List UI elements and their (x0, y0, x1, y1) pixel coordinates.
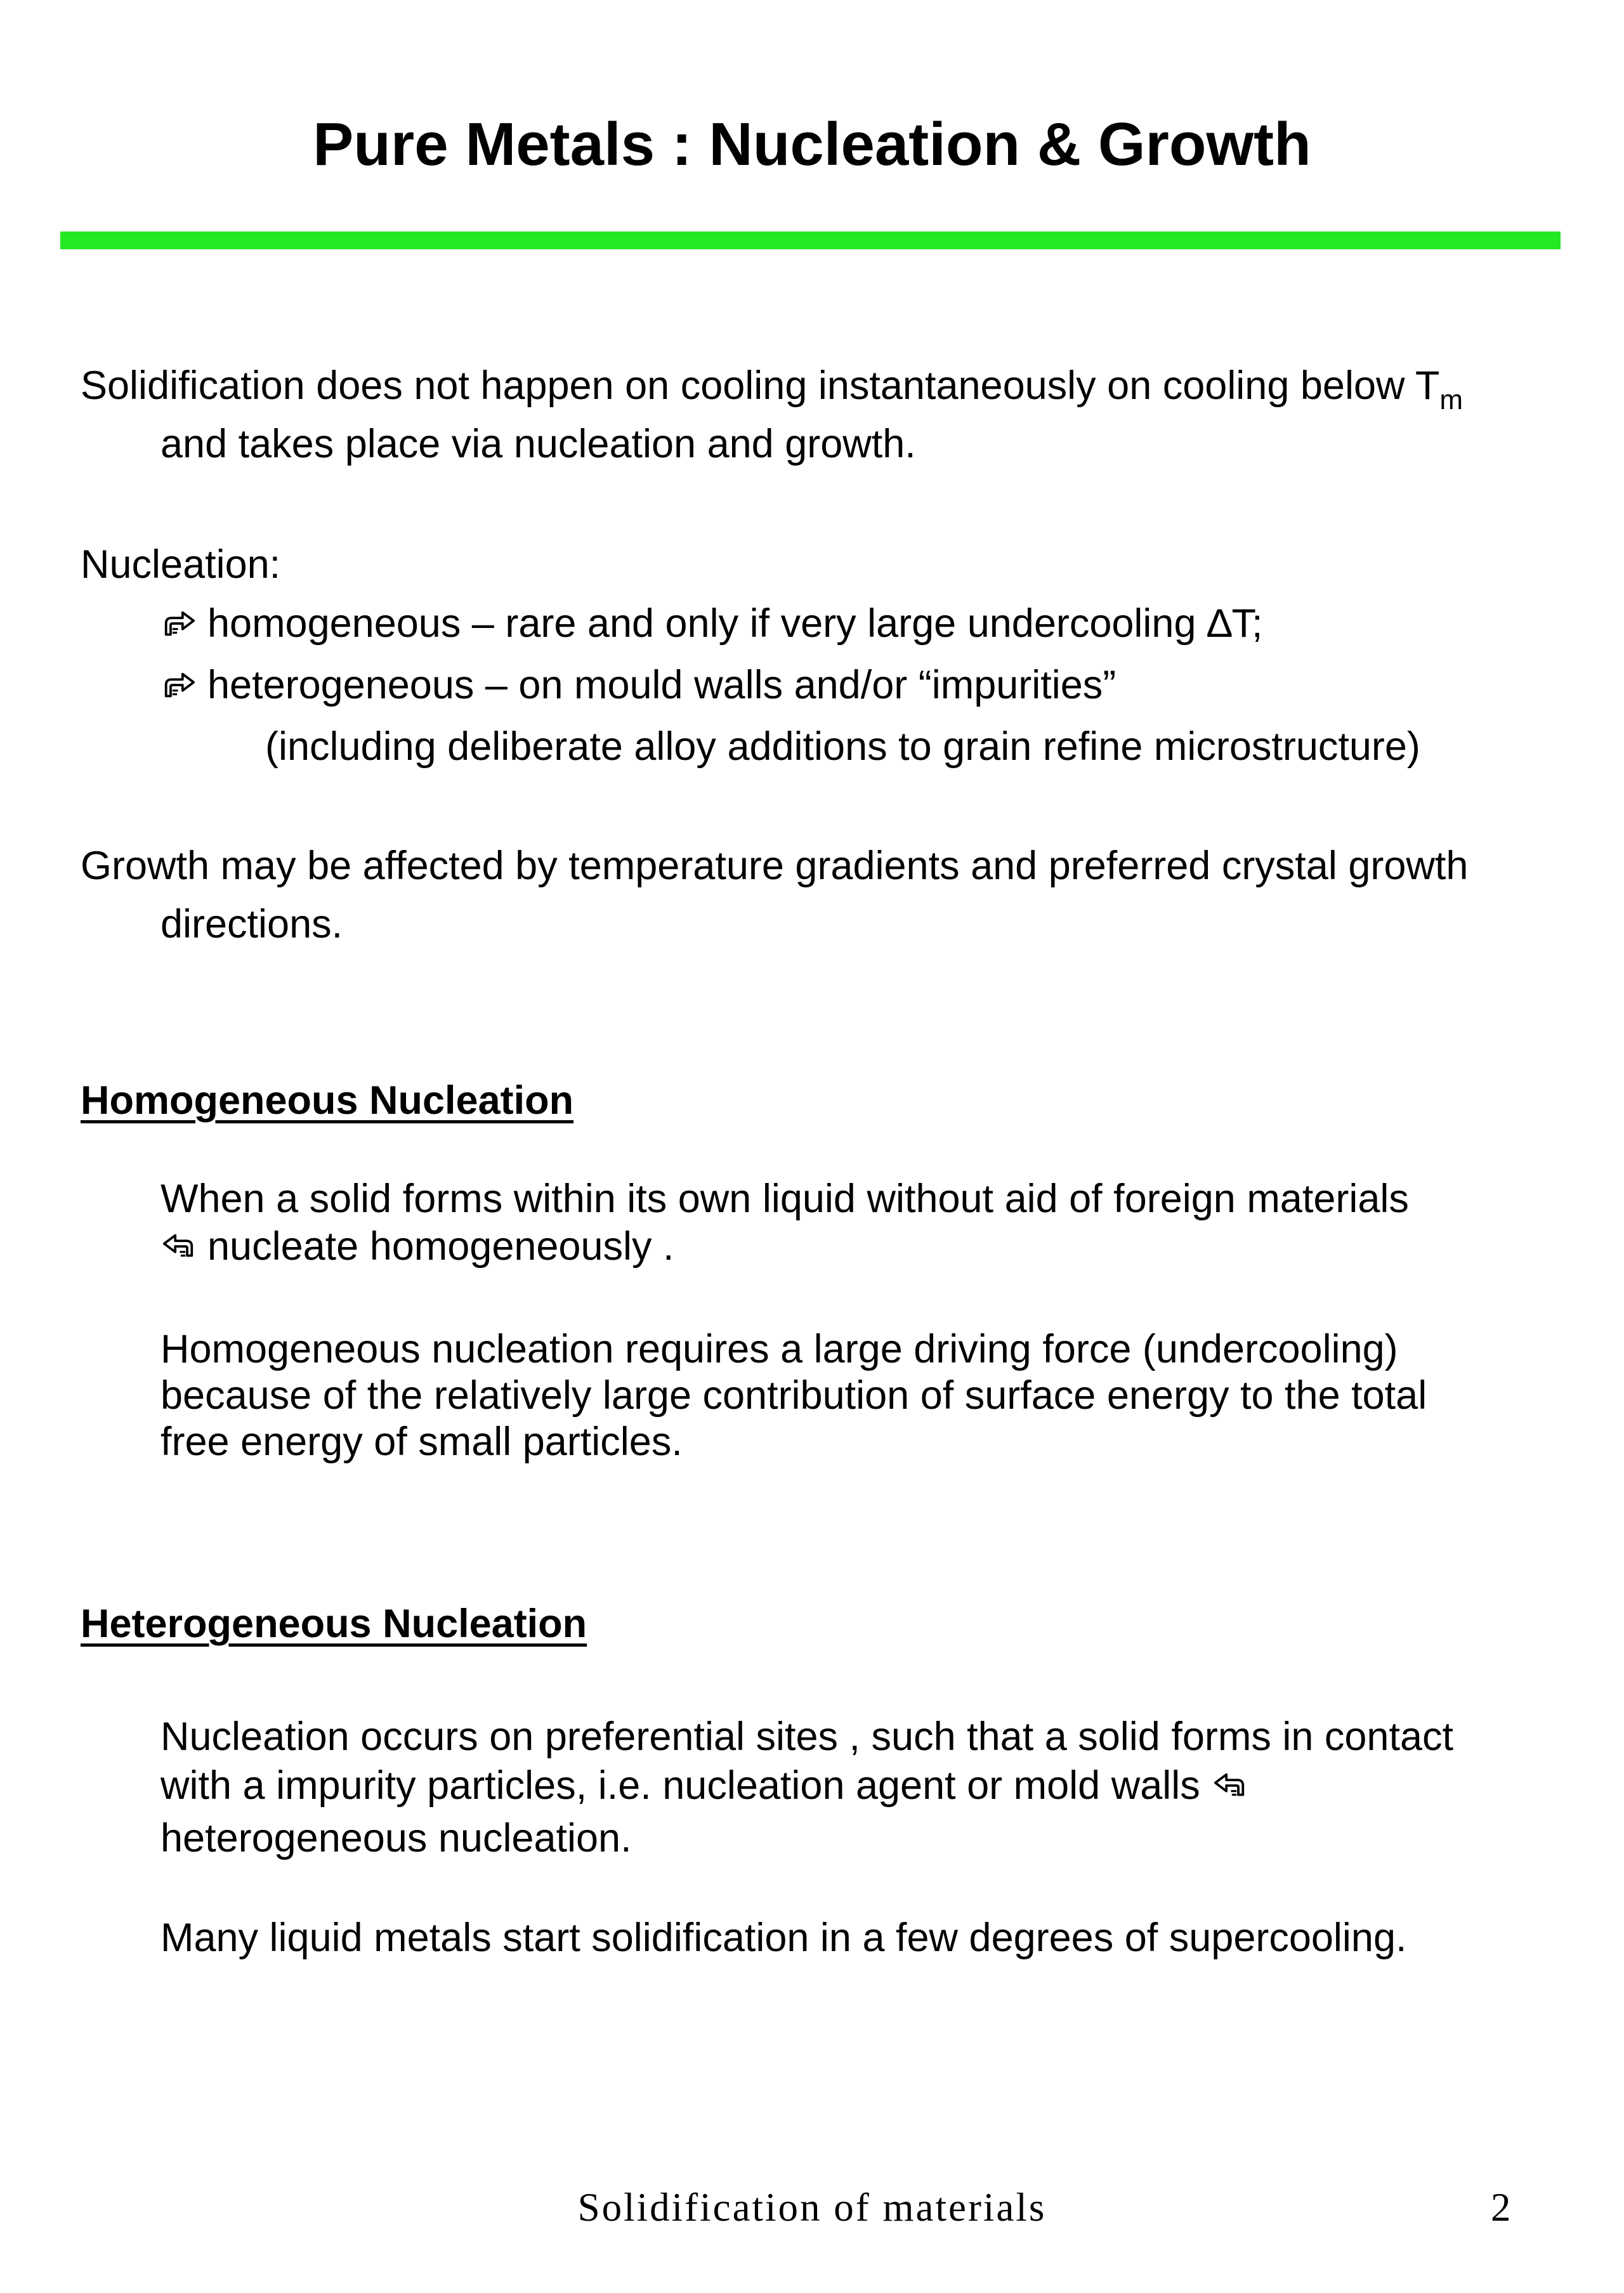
intro-text: Solidification does not happen on cooling instantaneously on cooling below T (81, 363, 1440, 408)
homogeneous-heading: Homogeneous Nucleation (81, 1078, 574, 1123)
title-underline-bar (60, 232, 1561, 249)
heterogeneous-p1-line-1: Nucleation occurs on preferential sites , such that a solid forms in contact (160, 1715, 1453, 1759)
homogeneous-p1-line-1: When a solid forms within its own liquid without aid of foreign materials (160, 1177, 1409, 1221)
homogeneous-p2-line-1: Homogeneous nucleation requires a large driving force (undercooling) (160, 1327, 1398, 1371)
subscript-m: m (1439, 384, 1463, 415)
nucleation-bullet-homogeneous (160, 598, 1263, 649)
nucleation-bullet-heterogeneous (160, 660, 1116, 710)
bullet-text: heterogeneous – on mould walls and/or “impurities” (207, 663, 1116, 707)
intro-line-1 (81, 360, 1463, 415)
heterogeneous-heading: Heterogeneous Nucleation (81, 1602, 587, 1646)
bullet-text: homogeneous – rare and only if very large undercooling ∆T; (207, 601, 1263, 646)
homogeneous-p2-line-2: because of the relatively large contribution of surface energy to the total (160, 1373, 1427, 1418)
growth-line-2: directions. (160, 902, 343, 946)
heterogeneous-p1-line-3: heterogeneous nucleation. (160, 1816, 632, 1860)
footer-title: Solidification of materials (577, 2185, 1047, 2230)
hand-arrow-icon (1212, 1767, 1248, 1804)
homogeneous-p2-line-3: free energy of small particles. (160, 1420, 683, 1464)
pointing-hand-icon (160, 667, 197, 703)
intro-line-2: and takes place via nucleation and growth. (160, 422, 916, 466)
heterogeneous-p1-text: with a impurity particles, i.e. nucleation agent or mold walls (160, 1763, 1200, 1808)
nucleation-label: Nucleation: (81, 542, 281, 587)
heterogeneous-p1-line-2 (160, 1760, 1248, 1811)
page-title: Pure Metals : Nucleation & Growth (313, 110, 1311, 178)
heterogeneous-p2: Many liquid metals start solidification in a few degrees of supercooling. (160, 1916, 1407, 1960)
hand-arrow-icon (160, 1228, 197, 1265)
page-number: 2 (1491, 2185, 1511, 2230)
homogeneous-p1-line-2 (160, 1221, 674, 1272)
homogeneous-p1-text: nucleate homogeneously . (207, 1224, 674, 1269)
pointing-hand-icon (160, 605, 197, 642)
nucleation-note: (including deliberate alloy additions to grain refine microstructure) (265, 724, 1420, 769)
growth-line-1: Growth may be affected by temperature gradients and preferred crystal growth (81, 844, 1469, 888)
